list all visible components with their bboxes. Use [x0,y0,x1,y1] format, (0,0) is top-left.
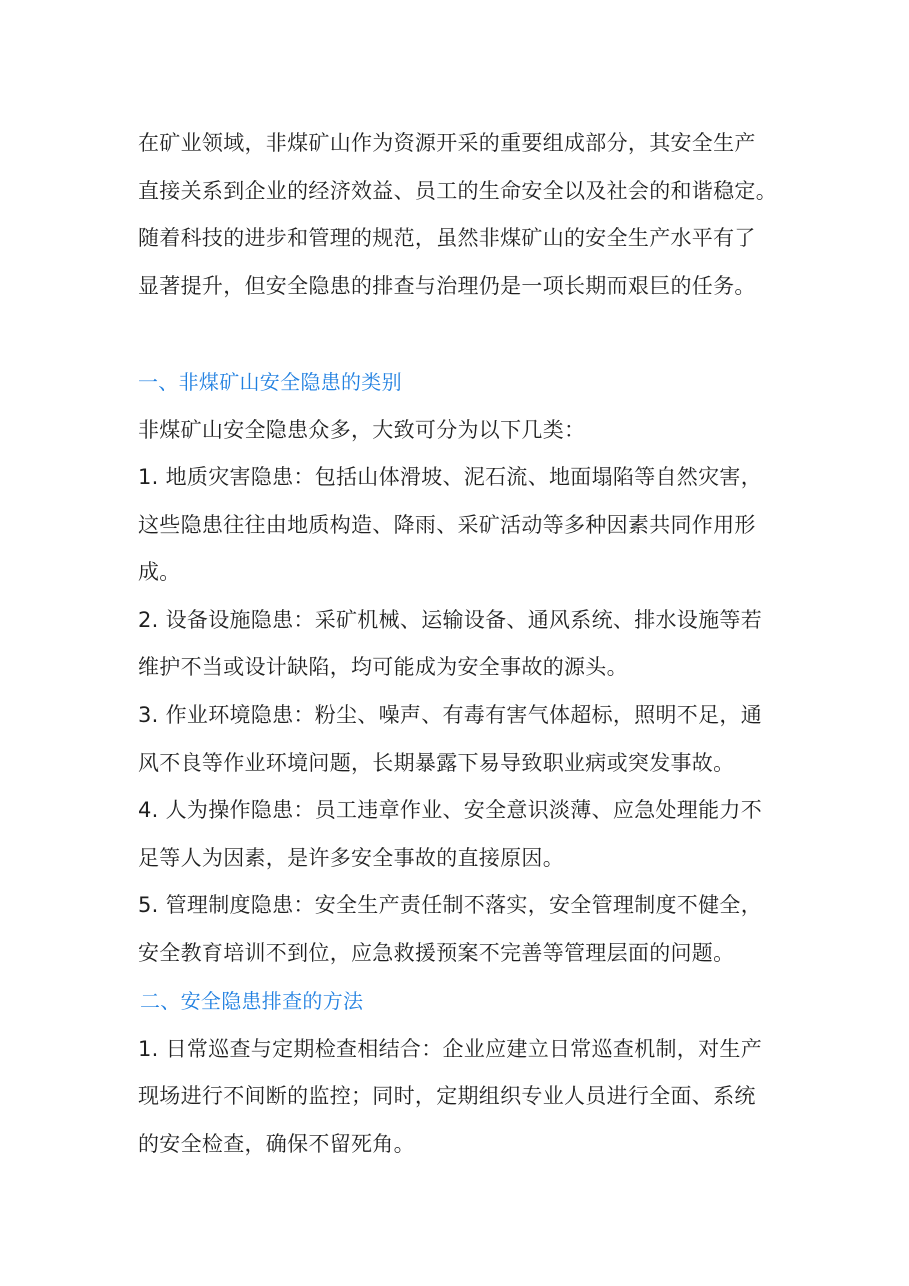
section1-item1-line-3: 成。 [138,560,181,584]
intro-line-3: 随着科技的进步和管理的规范，虽然非煤矿山的安全生产水平有了 [138,226,756,250]
section1-heading: 一、非煤矿山安全隐患的类别 [138,370,402,394]
section2-heading: 二、安全隐患排查的方法 [140,989,364,1013]
section2-item1-line-1: 1. 日常巡查与定期检查相结合：企业应建立日常巡查机制，对生产 [138,1037,763,1061]
section2-item1-line-2: 现场进行不间断的监控；同时，定期组织专业人员进行全面、系统 [138,1084,756,1108]
intro-line-1: 在矿业领域，非煤矿山作为资源开采的重要组成部分，其安全生产 [138,131,756,155]
section2-item1-line-3: 的安全检查，确保不留死角。 [138,1132,415,1156]
intro-line-2: 直接关系到企业的经济效益、员工的生命安全以及社会的和谐稳定。 [138,179,777,203]
section1-intro: 非煤矿山安全隐患众多，大致可分为以下几类： [138,418,586,442]
section1-item1-line-1: 1. 地质灾害隐患：包括山体滑坡、泥石流、地面塌陷等自然灾害， [138,465,763,489]
section1-item1-line-2: 这些隐患往往由地质构造、降雨、采矿活动等多种因素共同作用形 [138,513,756,537]
intro-line-4: 显著提升，但安全隐患的排查与治理仍是一项长期而艰巨的任务。 [138,274,756,298]
section1-item2-line-1: 2. 设备设施隐患：采矿机械、运输设备、通风系统、排水设施等若 [138,608,763,632]
section1-item5-line-1: 5. 管理制度隐患：安全生产责任制不落实，安全管理制度不健全， [138,893,763,917]
section1-item3-line-2: 风不良等作业环境问题，长期暴露下易导致职业病或突发事故。 [138,751,735,775]
section1-item2-line-2: 维护不当或设计缺陷，均可能成为安全事故的源头。 [138,655,628,679]
section1-item3-line-1: 3. 作业环境隐患：粉尘、噪声、有毒有害气体超标，照明不足，通 [138,703,763,727]
section1-item5-line-2: 安全教育培训不到位，应急救援预案不完善等管理层面的问题。 [138,941,735,965]
section1-item4-line-2: 足等人为因素，是许多安全事故的直接原因。 [138,846,564,870]
section1-item4-line-1: 4. 人为操作隐患：员工违章作业、安全意识淡薄、应急处理能力不 [138,798,763,822]
